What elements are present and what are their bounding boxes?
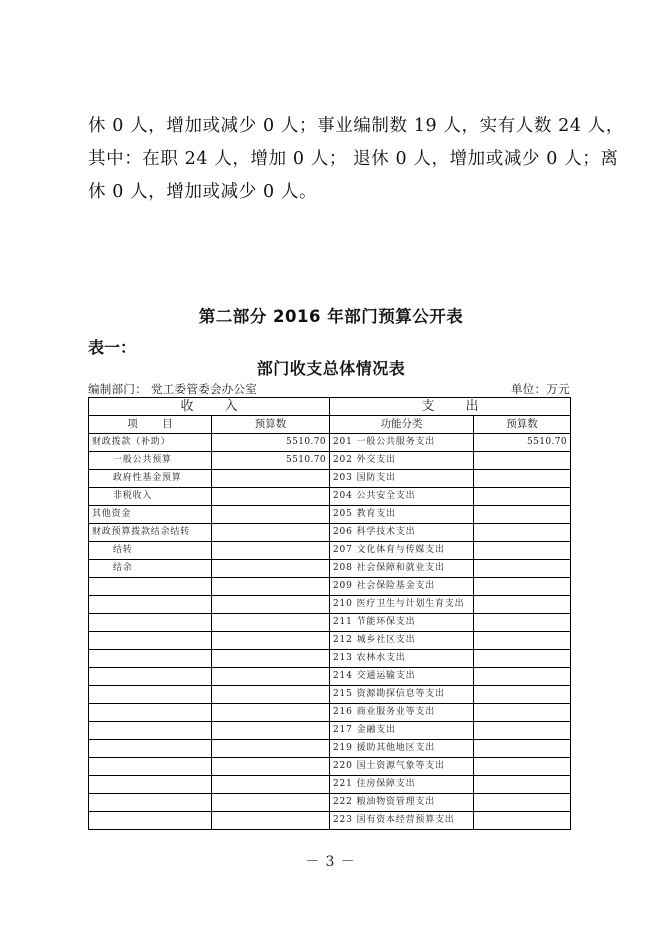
function-code: 216 <box>333 707 353 717</box>
cell-income-item <box>89 740 212 758</box>
cell-function-class <box>330 650 474 668</box>
cell-income-item <box>89 758 212 776</box>
cell-expense-amount <box>474 812 571 830</box>
part-heading: 第二部分 2016 年部门预算公开表 <box>198 307 464 326</box>
cell-income-amount <box>212 722 330 740</box>
cell-income-amount <box>212 758 330 776</box>
function-name: 节能环保支出 <box>356 617 416 627</box>
cell-income-item <box>89 704 212 722</box>
table-row <box>89 614 571 632</box>
cell-function-class <box>330 704 474 722</box>
cell-expense-amount <box>474 740 571 758</box>
cell-income-amount: 5510.70 <box>212 452 330 470</box>
table-row <box>89 686 571 704</box>
cell-income-item <box>89 614 212 632</box>
paragraph-line: 其中：在职 24 人，增加 0 人； 退休 0 人，增加或减少 0 人；离 <box>88 149 619 169</box>
cell-income-amount <box>212 470 330 488</box>
cell-expense-amount <box>474 524 571 542</box>
cell-income-amount <box>212 560 330 578</box>
body-paragraph <box>88 110 625 209</box>
table-row <box>89 452 571 470</box>
table-row <box>89 650 571 668</box>
function-name: 援助其他地区支出 <box>356 743 436 753</box>
cell-expense-amount <box>474 596 571 614</box>
function-name: 科学技术支出 <box>356 527 416 537</box>
cell-expense-amount <box>474 704 571 722</box>
cell-income-item <box>89 632 212 650</box>
function-name: 国防支出 <box>356 473 396 483</box>
function-code: 214 <box>333 671 353 681</box>
function-code: 209 <box>333 581 353 591</box>
cell-income-amount: 5510.70 <box>212 434 330 452</box>
function-name: 粮油物资管理支出 <box>356 797 436 807</box>
cell-function-class <box>330 758 474 776</box>
cell-income-item <box>89 812 212 830</box>
cell-income-amount <box>212 488 330 506</box>
cell-function-class <box>330 524 474 542</box>
table-row <box>89 578 571 596</box>
function-code: 222 <box>333 797 353 807</box>
cell-income-item: 非税收入 <box>89 488 212 506</box>
cell-expense-amount <box>474 560 571 578</box>
function-name: 农林水支出 <box>356 653 406 663</box>
table-row <box>89 542 571 560</box>
page-footer <box>0 851 662 871</box>
function-code: 205 <box>333 509 353 519</box>
cell-expense-amount <box>474 758 571 776</box>
function-code: 208 <box>333 563 353 573</box>
cell-function-class <box>330 488 474 506</box>
function-name: 商业服务业等支出 <box>356 707 436 717</box>
function-name: 外交支出 <box>356 455 396 465</box>
table-row <box>89 560 571 578</box>
compiling-department: 编制部门： 党工委管委会办公室 <box>88 382 258 396</box>
cell-expense-amount <box>474 614 571 632</box>
function-name: 教育支出 <box>356 509 396 519</box>
cell-function-class <box>330 560 474 578</box>
cell-function-class <box>330 776 474 794</box>
cell-function-class <box>330 434 474 452</box>
table-row <box>89 776 571 794</box>
cell-income-item <box>89 596 212 614</box>
footer-dash-left: － <box>305 854 322 870</box>
cell-income-amount <box>212 542 330 560</box>
table-head <box>89 398 571 434</box>
cell-function-class <box>330 722 474 740</box>
table-row <box>89 704 571 722</box>
paragraph-line: 休 0 人，增加或减少 0 人；事业编制数 19 人，实有人数 24 人， <box>88 116 625 136</box>
function-code: 203 <box>333 473 353 483</box>
unit-label: 单位：万元 <box>511 382 570 396</box>
table-row <box>89 740 571 758</box>
cell-income-item <box>89 686 212 704</box>
function-name: 城乡社区支出 <box>356 635 416 645</box>
cell-function-class <box>330 686 474 704</box>
section-header-expense: 支 出 <box>330 398 571 416</box>
function-code: 201 <box>333 437 353 447</box>
cell-function-class <box>330 632 474 650</box>
cell-income-item <box>89 578 212 596</box>
table-row <box>89 596 571 614</box>
cell-function-class <box>330 470 474 488</box>
cell-income-item <box>89 722 212 740</box>
function-code: 217 <box>333 725 353 735</box>
function-name: 一般公共服务支出 <box>356 437 436 447</box>
cell-income-item <box>89 650 212 668</box>
cell-function-class <box>330 812 474 830</box>
cell-income-amount <box>212 578 330 596</box>
cell-expense-amount <box>474 578 571 596</box>
page-number: 3 <box>325 854 337 870</box>
cell-expense-amount: 5510.70 <box>474 434 571 452</box>
table-title: 部门收支总体情况表 <box>256 359 406 378</box>
function-code: 207 <box>333 545 353 555</box>
table-label: 表一： <box>88 338 137 357</box>
function-name: 社会保险基金支出 <box>356 581 436 591</box>
paragraph-line: 休 0 人，增加或减少 0 人。 <box>88 182 318 202</box>
cell-expense-amount <box>474 722 571 740</box>
section-header-row <box>89 398 571 416</box>
function-name: 资源勘探信息等支出 <box>356 689 445 699</box>
cell-income-amount <box>212 506 330 524</box>
function-code: 219 <box>333 743 353 753</box>
function-name: 社会保障和就业支出 <box>356 563 445 573</box>
cell-function-class <box>330 614 474 632</box>
cell-income-amount <box>212 704 330 722</box>
function-code: 211 <box>333 617 353 627</box>
function-code: 204 <box>333 491 353 501</box>
function-code: 215 <box>333 689 353 699</box>
table-row <box>89 794 571 812</box>
function-name: 医疗卫生与计划生育支出 <box>356 599 465 609</box>
cell-income-item <box>89 668 212 686</box>
cell-expense-amount <box>474 632 571 650</box>
cell-expense-amount <box>474 794 571 812</box>
table-row <box>89 506 571 524</box>
cell-income-item: 结转 <box>89 542 212 560</box>
cell-expense-amount <box>474 650 571 668</box>
cell-function-class <box>330 452 474 470</box>
column-header-expense-budget: 预算数 <box>474 416 571 434</box>
cell-income-item: 其他资金 <box>89 506 212 524</box>
column-header-income-budget: 预算数 <box>212 416 330 434</box>
function-name: 住房保障支出 <box>356 779 416 789</box>
cell-expense-amount <box>474 542 571 560</box>
cell-income-amount <box>212 812 330 830</box>
cell-income-item: 政府性基金预算 <box>89 470 212 488</box>
function-code: 210 <box>333 599 353 609</box>
function-code: 220 <box>333 761 353 771</box>
table-row <box>89 632 571 650</box>
table-row <box>89 722 571 740</box>
function-name: 文化体育与传媒支出 <box>356 545 445 555</box>
column-header-function-class: 功能分类 <box>330 416 474 434</box>
cell-function-class <box>330 506 474 524</box>
cell-income-amount <box>212 668 330 686</box>
cell-expense-amount <box>474 452 571 470</box>
cell-income-item: 结余 <box>89 560 212 578</box>
cell-function-class <box>330 668 474 686</box>
cell-income-amount <box>212 650 330 668</box>
function-code: 213 <box>333 653 353 663</box>
cell-income-amount <box>212 596 330 614</box>
cell-income-amount <box>212 740 330 758</box>
cell-expense-amount <box>474 506 571 524</box>
table-row <box>89 812 571 830</box>
function-name: 交通运输支出 <box>356 671 416 681</box>
cell-income-amount <box>212 686 330 704</box>
cell-expense-amount <box>474 776 571 794</box>
table-body <box>89 434 571 830</box>
column-header-item: 项 目 <box>89 416 212 434</box>
cell-function-class <box>330 542 474 560</box>
function-code: 212 <box>333 635 353 645</box>
function-code: 206 <box>333 527 353 537</box>
cell-function-class <box>330 740 474 758</box>
cell-expense-amount <box>474 686 571 704</box>
function-code: 202 <box>333 455 353 465</box>
cell-income-amount <box>212 776 330 794</box>
cell-income-item <box>89 794 212 812</box>
cell-income-amount <box>212 524 330 542</box>
function-code: 221 <box>333 779 353 789</box>
function-name: 国土资源气象等支出 <box>356 761 445 771</box>
function-name: 金融支出 <box>356 725 396 735</box>
table-row <box>89 488 571 506</box>
cell-expense-amount <box>474 470 571 488</box>
function-name: 公共安全支出 <box>356 491 416 501</box>
footer-dash-right: － <box>340 854 357 870</box>
table-row <box>89 524 571 542</box>
budget-summary-table <box>88 397 571 830</box>
cell-income-item: 一般公共预算 <box>89 452 212 470</box>
table-row <box>89 758 571 776</box>
function-code: 223 <box>333 815 353 825</box>
cell-expense-amount <box>474 488 571 506</box>
cell-income-amount <box>212 794 330 812</box>
section-header-income: 收 入 <box>89 398 330 416</box>
cell-function-class <box>330 596 474 614</box>
cell-expense-amount <box>474 668 571 686</box>
table-row <box>89 470 571 488</box>
column-header-row <box>89 416 571 434</box>
table-row <box>89 668 571 686</box>
cell-income-item: 财政拨款（补助） <box>89 434 212 452</box>
cell-income-item <box>89 776 212 794</box>
cell-function-class <box>330 794 474 812</box>
cell-income-amount <box>212 614 330 632</box>
table-meta <box>88 381 570 397</box>
cell-income-amount <box>212 632 330 650</box>
cell-function-class <box>330 578 474 596</box>
cell-income-item: 财政预算拨款结余结转 <box>89 524 212 542</box>
table-row <box>89 434 571 452</box>
function-name: 国有资本经营预算支出 <box>356 815 455 825</box>
